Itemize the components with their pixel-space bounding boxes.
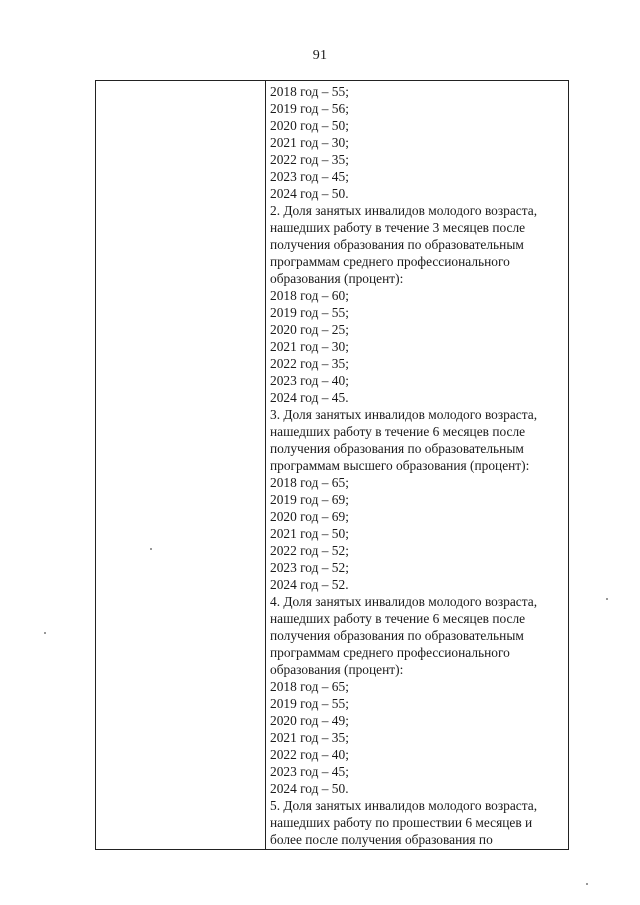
scan-speck bbox=[44, 632, 46, 634]
text-line: 2022 год – 35; bbox=[270, 356, 349, 371]
text-line: 3. Доля занятых инвалидов молодого возраста, bbox=[270, 407, 538, 422]
text-line: более после получения образования по bbox=[270, 832, 493, 847]
text-line: 2024 год – 50. bbox=[270, 186, 349, 201]
scan-speck bbox=[606, 598, 608, 600]
text-line: 2021 год – 50; bbox=[270, 526, 349, 541]
text-line: 2020 год – 25; bbox=[270, 322, 349, 337]
text-line: 2022 год – 52; bbox=[270, 543, 349, 558]
column-divider bbox=[265, 80, 266, 850]
text-line: 2022 год – 35; bbox=[270, 152, 349, 167]
scan-speck bbox=[150, 548, 152, 550]
text-line: 2021 год – 35; bbox=[270, 730, 349, 745]
text-line: нашедших работу в течение 6 месяцев после bbox=[270, 424, 526, 439]
text-line: 2019 год – 69; bbox=[270, 492, 349, 507]
text-line: 2024 год – 45. bbox=[270, 390, 349, 405]
text-line: 2023 год – 40; bbox=[270, 373, 349, 388]
text-line: 2018 год – 65; bbox=[270, 475, 349, 490]
text-line: нашедших работу в течение 6 месяцев после bbox=[270, 611, 526, 626]
text-line: 2018 год – 65; bbox=[270, 679, 349, 694]
text-line: 2018 год – 55; bbox=[270, 84, 349, 99]
text-line: 2023 год – 45; bbox=[270, 764, 349, 779]
text-line: 4. Доля занятых инвалидов молодого возраста, bbox=[270, 594, 538, 609]
text-line: программам среднего профессионального bbox=[270, 645, 510, 660]
text-line: 2024 год – 52. bbox=[270, 577, 349, 592]
text-line: получения образования по образовательным bbox=[270, 441, 524, 456]
text-line: 2020 год – 69; bbox=[270, 509, 349, 524]
text-line: 2021 год – 30; bbox=[270, 135, 349, 150]
text-line: 2019 год – 56; bbox=[270, 101, 349, 116]
text-line: 2019 год – 55; bbox=[270, 696, 349, 711]
text-line: 2024 год – 50. bbox=[270, 781, 349, 796]
text-line: получения образования по образовательным bbox=[270, 628, 524, 643]
text-line: нашедших работу в течение 3 месяцев после bbox=[270, 220, 526, 235]
text-line: программам среднего профессионального bbox=[270, 254, 510, 269]
text-line: 2020 год – 49; bbox=[270, 713, 349, 728]
text-line: 2018 год – 60; bbox=[270, 288, 349, 303]
scan-speck bbox=[586, 883, 588, 885]
text-line: 2020 год – 50; bbox=[270, 118, 349, 133]
text-line: 2022 год – 40; bbox=[270, 747, 349, 762]
text-line: 5. Доля занятых инвалидов молодого возраста, bbox=[270, 798, 538, 813]
text-line: программам высшего образования (процент): bbox=[270, 458, 530, 473]
text-line: получения образования по образовательным bbox=[270, 237, 524, 252]
text-line: 2023 год – 52; bbox=[270, 560, 349, 575]
text-line: образования (процент): bbox=[270, 271, 404, 286]
text-line: 2019 год – 55; bbox=[270, 305, 349, 320]
text-line: нашедших работу по прошествии 6 месяцев и bbox=[270, 815, 533, 830]
text-line: 2023 год – 45; bbox=[270, 169, 349, 184]
text-line: 2021 год – 30; bbox=[270, 339, 349, 354]
text-line: 2. Доля занятых инвалидов молодого возраста, bbox=[270, 203, 538, 218]
table-right-column bbox=[270, 83, 566, 848]
text-line: образования (процент): bbox=[270, 662, 404, 677]
page-number: 91 bbox=[312, 48, 328, 63]
